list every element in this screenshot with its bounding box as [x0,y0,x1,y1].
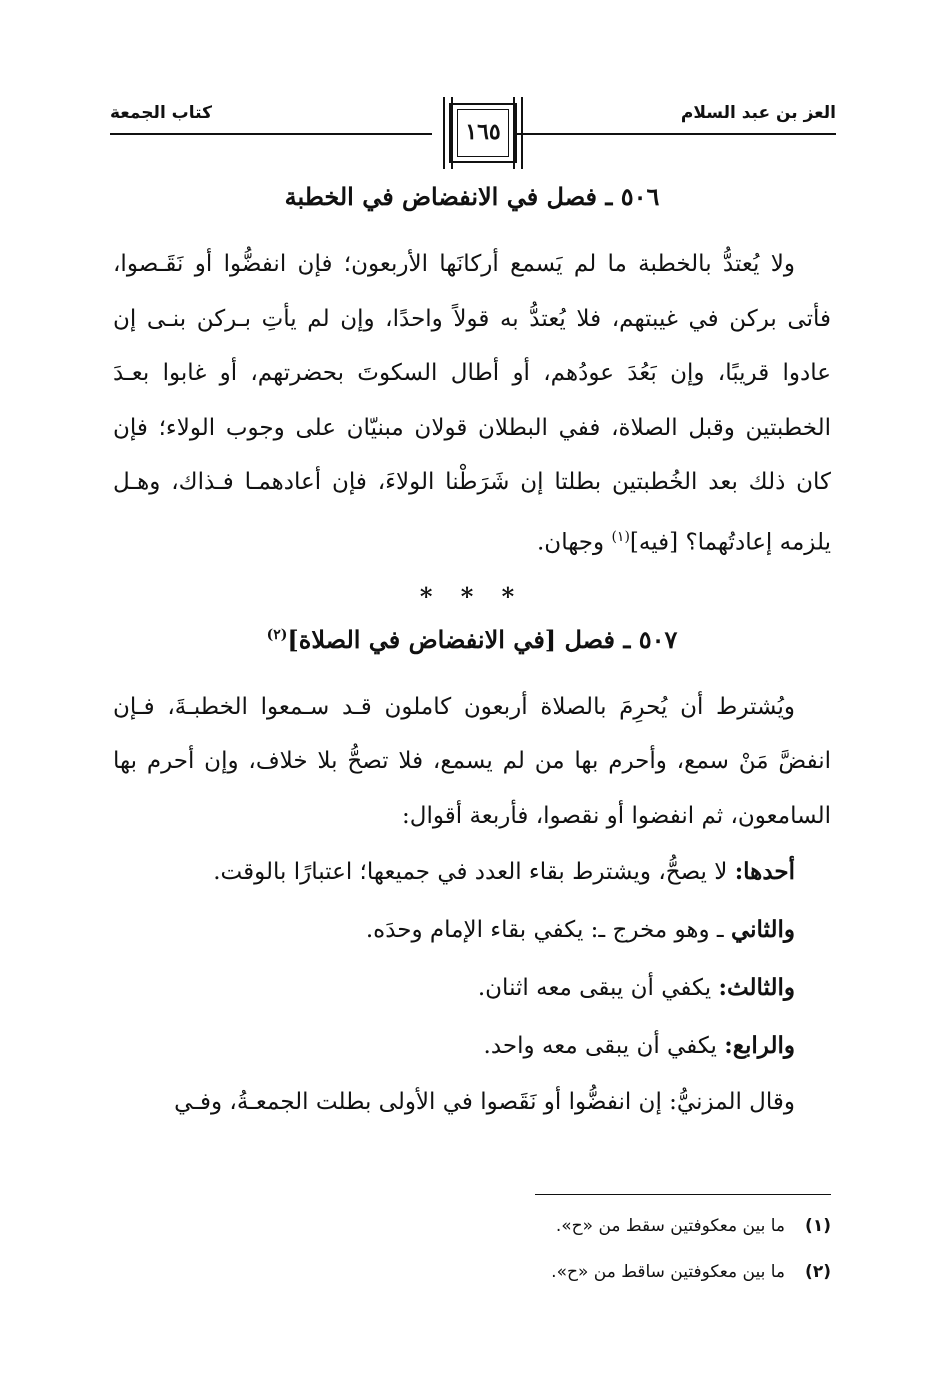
main-text [113,180,831,1130]
chapter-title: كتاب الجمعة [110,103,212,123]
author-name: العز بن عبد السلام [680,103,836,123]
page-header [110,95,836,175]
header-rule-left [110,133,432,135]
opinion-item: أحدها: لا يصحُّ، ويشترط بقاء العدد في جميعها؛ اعتبارًا بالوقت. [213,858,795,886]
page-number: ١٦٥ [465,119,501,145]
section-507-paragraph: ويُشترط أن يُحرِمَ بالصلاة أربعون كاملون قـد سـمعوا الخطبـةَ، فـإن انفضَّ مَنْ سمع، وأحرم بها من لم يسمع، فلا تصحُّ بلا خلاف، وإن أحرم بها السامعون، ثم انفضوا أو نقصوا، فأربعة أقوال: [113,693,831,829]
opinion-item: والرابع: يكفي أن يبقى معه واحد. [483,1032,795,1060]
footnote: (٢)ما بين معكوفتين ساقط من «ح». [551,1262,831,1282]
footnote: (١)ما بين معكوفتين سقط من «ح». [555,1216,831,1236]
footnote-separator [535,1194,831,1195]
footnote-ref-1[interactable]: (١) [611,528,630,545]
opinion-item: والثالث: يكفي أن يبقى معه اثنان. [477,974,795,1002]
opinion-item: والثاني ـ وهو مخرج ـ: يكفي بقاء الإمام وحدَه. [365,916,795,944]
section-heading-507: ٥٠٧ ـ فصل [في الانفضاض في الصلاة]$^{(٢)}$ [266,624,678,654]
section-heading-506: ٥٠٦ ـ فصل في الانفضاض في الخطبة [284,182,660,211]
section-506-paragraph: ولا يُعتدُّ بالخطبة ما لم يَسمع أركانَها الأربعون؛ فإن انفضُّوا أو نَقَـصوا، فأتى بركن في غيبتهم، فلا يُعتدُّ به قولاً واحدًا، وإن لم يأتِ بـركن بنـى إن عادوا قريبًا، وإن بَعُدَ عودُهم، أو أطال السكوتَ بحضرتهم، أو غابوا بعـدَ الخطبتين وقبل الصلاة، ففي البطلان قولان مبنيّان على وجوب الولاء؛ فإن كان ذلك بعد الخُطبتين بطلتا إن شَرَطْنا الولاءَ، فإن أعادهمـا فـذاك، وهـل يلزمه إعادتُهما؟ [فيه]$^{(١)}$ وجهان. [113,251,831,556]
header-rule-right [514,133,836,135]
page-number-frame [443,97,523,169]
section-separator: * * * [419,581,525,611]
footnote-ref-2[interactable]: (٢) [266,626,288,643]
continuation-line: وقال المزنيُّ: إن انفضُّوا أو نَقَصوا في الأولى بطلت الجمعـةُ، وفـي [174,1089,795,1116]
footnotes [113,1216,831,1308]
